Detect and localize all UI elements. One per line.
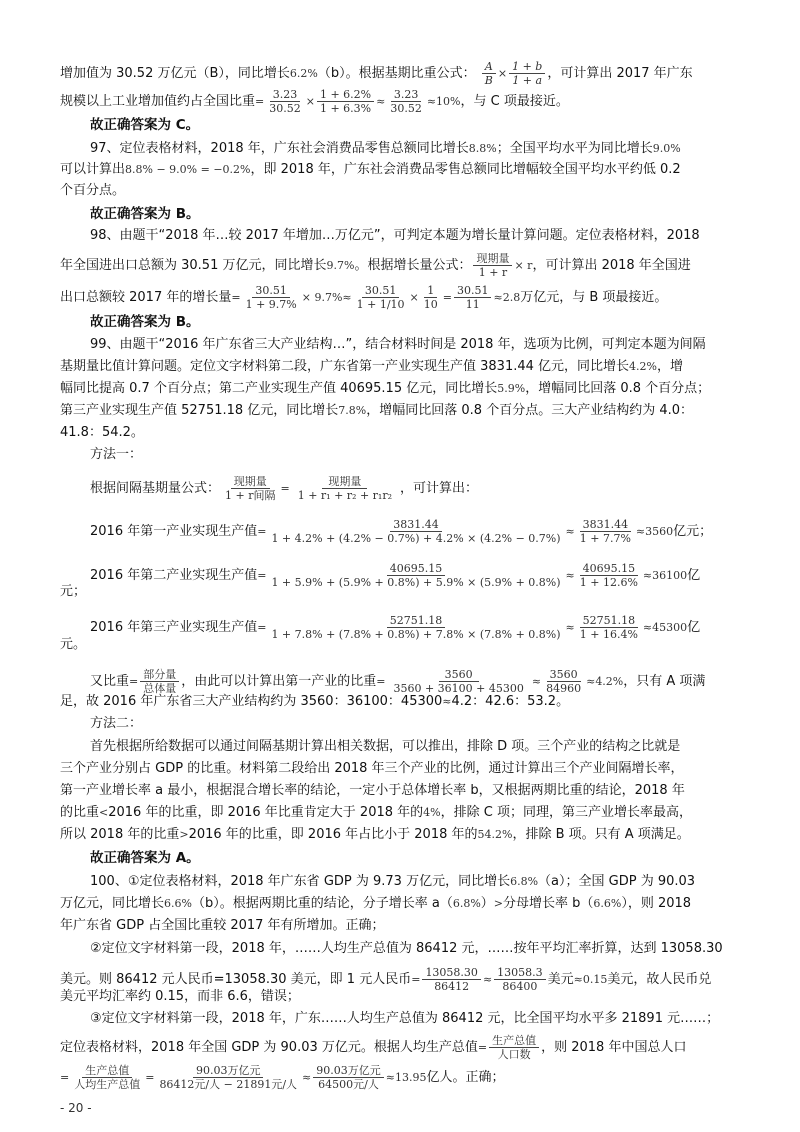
math: = xyxy=(255,95,265,108)
math: ≈ xyxy=(426,95,437,108)
fraction: $\frac{1 + b}{1 + a}$ xyxy=(509,60,545,87)
text: ，可计算出 2018 年全国进 xyxy=(532,258,691,273)
answer: 故正确答案为 B。 xyxy=(90,314,200,330)
math: ≈ xyxy=(482,973,493,986)
page-number: - 20 - xyxy=(60,1101,92,1115)
text: ） xyxy=(480,896,494,911)
math: > xyxy=(179,828,189,841)
fraction: 现期量 1 + r₁ + r₂ + r₁r₂ xyxy=(297,475,393,502)
text: 41.8：54.2。 xyxy=(60,425,144,440)
answer: 故正确答案为 B。 xyxy=(90,206,200,222)
text: ，排除 B 项。只有 A 项满足。 xyxy=(512,827,690,842)
text: ，增幅同比回落 0.8 个百分点； xyxy=(525,381,711,396)
fraction: $\frac{3.23}{30.52}$ xyxy=(390,88,422,115)
math: ≈ xyxy=(573,973,583,986)
text: ，即 2018 年，广东社会消费品零售总额同比增幅较全国平均水平约低 0.2 xyxy=(250,162,681,177)
math: ≈ xyxy=(642,569,653,582)
fraction: 生产总值 人均生产总值 xyxy=(74,1064,141,1091)
text: 元； xyxy=(60,584,87,599)
math: 8.8% xyxy=(468,142,497,155)
math: 6.2% xyxy=(289,67,318,80)
text: 97、定位表格材料，2018 年，广东社会消费品零售总额同比增长 xyxy=(90,141,469,156)
math: 9.7% xyxy=(326,259,355,272)
math: < xyxy=(99,806,109,819)
math: 4.2% xyxy=(595,675,624,688)
text: 美元 xyxy=(547,972,574,987)
text: ，可计算出 2017 年广东 xyxy=(547,66,693,81)
text: ③定位文字材料第一段，2018 年，广东……人均生产总值为 86412 元，比全国平均水平多 21891 元……； xyxy=(90,1011,720,1026)
fraction: $\frac{30.51}{1 + 9.7\%}$ xyxy=(245,284,297,311)
text: 万亿元，与 B 项最接近。 xyxy=(520,290,668,305)
text: 增加值为 30.52 万亿元（B），同比增长 xyxy=(60,66,290,81)
math: = xyxy=(257,525,267,538)
math: 5.9% xyxy=(497,382,526,395)
math: 36100 xyxy=(652,569,688,582)
math: 9.0% xyxy=(652,142,681,155)
text: 年广东省 GDP 占全国比重较 2017 年有所增加。正确； xyxy=(60,918,385,933)
fraction: $\frac{A}{B}$ xyxy=(482,60,496,87)
text: 方法二： xyxy=(90,716,143,731)
math: ≈ xyxy=(586,675,596,688)
text: 2016 年第一产业实现生产值 xyxy=(90,524,258,539)
math: 3560 xyxy=(645,525,674,538)
fraction: $\frac{40695.15}{1 + 5.9\% + (5.9\% + 0.8\%) + 5.9\% \times (5.9\% + 0.8\%)}$ xyxy=(271,562,561,589)
text: 方法一： xyxy=(90,447,143,462)
text: 个百分点。 xyxy=(60,183,126,198)
fraction: $\frac{3831.44}{1 + 7.7\%}$ xyxy=(579,518,631,545)
math: ≈ xyxy=(565,621,575,634)
math: 54.2% xyxy=(477,828,513,841)
fraction: $\frac{3831.44}{1 + 4.2\% + (4.2\% - 0.7\%) + 4.2\% \times (4.2\% - 0.7\%)}$ xyxy=(271,518,561,545)
text: 基期量比值计算问题。定位文字材料第二段，广东省第一产业实现生产值 3831.44 亿元，同比增长 xyxy=(60,359,630,374)
text: ；全国平均水平为同比增长 xyxy=(496,141,653,156)
text: 分母增长率 b（ xyxy=(503,896,594,911)
math: ≈ xyxy=(442,695,452,708)
math: 2.8 xyxy=(502,291,521,304)
text: ，排除 C 项；同理，第三产业增长率最高， xyxy=(440,805,692,820)
math: ≈ xyxy=(302,1071,312,1084)
text: 可以计算出 xyxy=(60,162,126,177)
text: （b）。根据基期比重公式： xyxy=(317,66,476,81)
math: ≈ xyxy=(342,291,352,304)
text: 年全国进出口总额为 30.51 万亿元，同比增长 xyxy=(60,258,327,273)
fraction: $\frac{30.51}{1 + 1/10}$ xyxy=(356,284,405,311)
fraction: $\frac{1}{10}$ xyxy=(423,284,438,311)
text: 足，故 2016 年广东省三大产业结构约为 3560：36100：45300 xyxy=(60,694,443,709)
text: ，只有 A 项满 xyxy=(623,674,706,689)
fraction: $\frac{40695.15}{1 + 12.6\%}$ xyxy=(579,562,638,589)
text: （a）；全国 GDP 为 90.03 xyxy=(538,874,696,889)
text: （b）。根据两期比重的结论，分子增长率 a（ xyxy=(191,896,453,911)
text: 2016 年第三产业实现生产值 xyxy=(90,620,258,635)
fraction: 90.03万亿元 86412元/人 − 21891元/人 xyxy=(159,1064,298,1091)
fraction: $\frac{3560}{84960}$ xyxy=(546,668,582,695)
text: 。根据增长量公式： xyxy=(354,258,472,273)
math: ≈ xyxy=(642,621,653,634)
text: 亿元； xyxy=(673,524,713,539)
text: 第一产业增长率 a 最小，根据混合增长率的结论，一定小于总体增长率 b，又根据两期比重的结论，2018 年 xyxy=(60,783,685,798)
fraction: $\frac{30.51}{11}$ xyxy=(454,284,492,311)
text: 元。 xyxy=(60,637,87,652)
text: 的比重 xyxy=(60,805,100,820)
fraction: $\frac{52751.18}{1 + 16.4\%}$ xyxy=(579,614,638,641)
text: 首先根据所给数据可以通过间隔基期计算出相关数据，可以推出，排除 D 项。三个产业的结构之比就是 xyxy=(90,739,681,754)
fraction: 现期量 1 + r间隔 xyxy=(225,475,276,502)
math: ≈ xyxy=(565,569,575,582)
text: 规模以上工业增加值约占全国比重 xyxy=(60,94,256,109)
text: 2016 年的比重，即 2016 年占比小于 2018 年的 xyxy=(188,827,478,842)
fraction: $\frac{3560}{3560 + 36100 + 45300}$ xyxy=(393,668,524,695)
math: × xyxy=(409,291,419,304)
text: 第三产业实现生产值 52751.18 亿元，同比增长 xyxy=(60,403,339,418)
math: = xyxy=(442,291,452,304)
math: 4% xyxy=(423,806,441,819)
text: ，则 2018 年中国总人口 xyxy=(541,1040,687,1055)
text: 99、由题干“2016 年广东省三大产业结构…”，结合材料时间是 2018 年，选项为比例，可判定本题为间隔 xyxy=(90,337,706,352)
math: 6.8% xyxy=(452,897,481,910)
text: 又比重 xyxy=(90,674,130,689)
text: 2016 年的比重，即 2016 年比重肯定大于 2018 年的 xyxy=(108,805,424,820)
text: 亿 xyxy=(687,568,701,583)
math: = xyxy=(129,675,139,688)
math: 0.15 xyxy=(582,973,608,986)
math: = xyxy=(60,1071,70,1084)
text: ，增幅同比回落 0.8 个百分点。三大产业结构约为 4.0： xyxy=(366,403,693,418)
text: 美元平均汇率约 0.15，而非 6.6，错误； xyxy=(60,989,300,1004)
text: 亿 xyxy=(687,620,701,635)
text: 98、由题干“2018 年…较 2017 年增加…万亿元”，可判定本题为增长量计算问题。定位表格材料，2018 xyxy=(90,228,700,243)
answer: 故正确答案为 A。 xyxy=(90,850,200,866)
math: = xyxy=(257,569,267,582)
math: 7.8% xyxy=(338,404,367,417)
text: 4.2：42.6：53.2。 xyxy=(451,694,570,709)
text: 根据间隔基期量公式： xyxy=(90,481,221,496)
math: 13.95 xyxy=(394,1071,427,1084)
text: 定位表格材料，2018 年全国 GDP 为 90.03 万亿元。根据人均生产总值 xyxy=(60,1040,478,1055)
text: 所以 2018 年的比重 xyxy=(60,827,180,842)
text: 100、①定位表格材料，2018 年广东省 GDP 为 9.73 万亿元，同比增长 xyxy=(90,874,511,889)
math: × xyxy=(497,67,508,80)
math: ≈ xyxy=(493,291,503,304)
text: ②定位文字材料第一段，2018 年，……人均生产总值为 86412 元，……按年平均汇率折算，达到 13058.30 xyxy=(90,941,723,956)
fraction: 现期量 1 + r xyxy=(473,252,512,279)
text: 三个产业分别占 GDP 的比重。材料第二段给出 2018 年三个产业的比例，通过计算出三个产业间隔增长率， xyxy=(60,761,684,776)
text: 亿人。正确； xyxy=(426,1070,505,1085)
fraction: $\frac{13058.30}{86412}$ xyxy=(422,966,481,993)
fraction: $\frac{52751.18}{1 + 7.8\% + (7.8\% + 0.8\%) + 7.8\% \times (7.8\% + 0.8\%)}$ xyxy=(271,614,561,641)
math: > xyxy=(493,897,504,910)
math: 6.6% xyxy=(164,897,192,910)
text: ，由此可以计算出第一产业的比重 xyxy=(181,674,377,689)
math: × r xyxy=(514,259,533,272)
text: 美元，故人民币兑 xyxy=(607,972,712,987)
fraction: 生产总值 人口数 xyxy=(489,1034,539,1061)
text: ，与 C 项最接近。 xyxy=(460,94,569,109)
text: 万亿元，同比增长 xyxy=(60,896,165,911)
math: ≈ xyxy=(385,1071,395,1084)
text: 2016 年第二产业实现生产值 xyxy=(90,568,258,583)
answer: 故正确答案为 C。 xyxy=(90,117,200,133)
math: 6.8% xyxy=(510,875,539,888)
math: ≈ xyxy=(376,95,386,108)
fraction: 部分量 总体量 xyxy=(140,668,179,695)
math: ≈ xyxy=(531,675,542,688)
math: 4.2% xyxy=(629,360,657,373)
text: ，增 xyxy=(656,359,683,374)
math: 45300 xyxy=(652,621,688,634)
text: 美元。则 86412 元人民币=13058.30 美元，即 1 元人民币 xyxy=(60,972,412,987)
fraction: $\frac{3.23}{30.52}$ xyxy=(269,88,301,115)
math: 8.8% − 9.0% = −0.2% xyxy=(125,163,251,176)
text: ），则 2018 xyxy=(621,896,692,911)
math: = xyxy=(376,675,386,688)
math: 10% xyxy=(436,95,461,108)
math: ≈ xyxy=(635,525,646,538)
fraction: $\frac{1 + 6.2\%}{1 + 6.3\%}$ xyxy=(317,88,374,115)
math: = xyxy=(231,291,241,304)
math: × xyxy=(305,95,315,108)
math: = xyxy=(280,482,290,495)
math: = xyxy=(477,1041,488,1054)
math: = xyxy=(411,973,421,986)
fraction: 90.03万亿元 64500元/人 xyxy=(313,1064,384,1091)
text: 幅同比提高 0.7 个百分点；第二产业实现生产值 40695.15 亿元，同比增长 xyxy=(60,381,498,396)
math: = xyxy=(257,621,267,634)
text: 出口总额较 2017 年的增长量 xyxy=(60,290,232,305)
math: × 9.7% xyxy=(301,291,343,304)
math: ≈ xyxy=(565,525,575,538)
math: 6.6% xyxy=(593,897,622,910)
text: ，可计算出： xyxy=(400,481,479,496)
math: = xyxy=(145,1071,155,1084)
fraction: $\frac{13058.3}{86400}$ xyxy=(494,966,546,993)
